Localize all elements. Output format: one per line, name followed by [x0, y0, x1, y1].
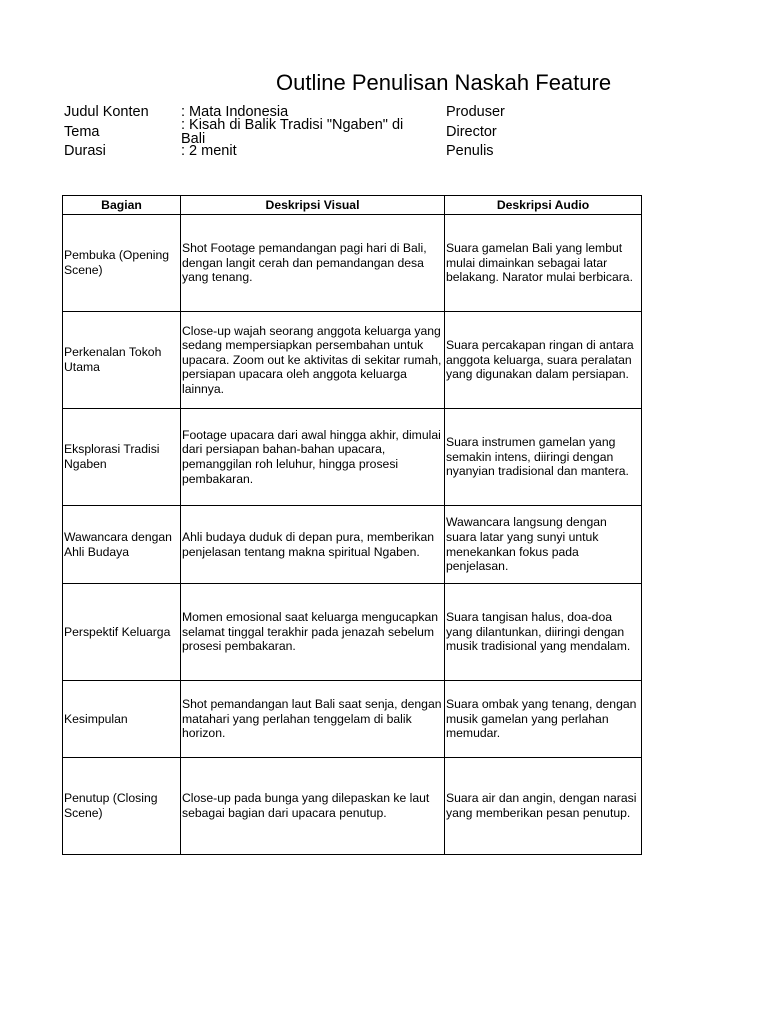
cell-visual: Footage upacara dari awal hingga akhir, dimulai dari persiapan bahan-bahan upacara, pemanggilan roh leluhur, hingga prosesi pembakaran. — [181, 409, 445, 506]
tema-label: Tema — [64, 124, 100, 140]
cell-bagian: Eksplorasi Tradisi Ngaben — [63, 409, 181, 506]
table-header-row — [63, 196, 642, 215]
cell-visual: Momen emosional saat keluarga mengucapkan selamat tinggal terakhir pada jenazah sebelum prosesi pembakaran. — [181, 584, 445, 681]
judul-konten-value: : Mata Indonesia — [181, 104, 289, 120]
cell-audio: Wawancara langsung dengan suara latar yang sunyi untuk menekankan fokus pada penjelasan. — [445, 506, 642, 584]
cell-bagian: Kesimpulan — [63, 681, 181, 758]
cell-audio: Suara gamelan Bali yang lembut mulai dimainkan sebagai latar belakang. Narator mulai berbicara. — [445, 215, 642, 312]
produser-label: Produser — [446, 104, 505, 120]
table-row — [63, 409, 642, 506]
tema-value: : Kisah di Balik Tradisi "Ngaben" di Bali — [181, 117, 404, 147]
cell-audio: Suara air dan angin, dengan narasi yang memberikan pesan penutup. — [445, 758, 642, 855]
durasi-value: : 2 menit — [181, 143, 237, 159]
cell-bagian: Perkenalan Tokoh Utama — [63, 312, 181, 409]
cell-audio: Suara percakapan ringan di antara anggota keluarga, suara peralatan yang digunakan dalam persiapan. — [445, 312, 642, 409]
table-row — [63, 758, 642, 855]
cell-bagian: Perspektif Keluarga — [63, 584, 181, 681]
table-row — [63, 215, 642, 312]
header-deskripsi-audio: Deskripsi Audio — [445, 196, 642, 215]
cell-visual: Close-up pada bunga yang dilepaskan ke laut sebagai bagian dari upacara penutup. — [181, 758, 445, 855]
cell-visual: Close-up wajah seorang anggota keluarga yang sedang mempersiapkan persembahan untuk upacara. Zoom out ke aktivitas di sekitar rumah, persiapan upacara oleh anggota keluarga lainnya. — [181, 312, 445, 409]
table-row — [63, 584, 642, 681]
judul-konten-label: Judul Konten — [64, 104, 149, 120]
outline-table — [62, 195, 642, 855]
cell-bagian: Penutup (Closing Scene) — [63, 758, 181, 855]
cell-visual: Shot Footage pemandangan pagi hari di Bali, dengan langit cerah dan pemandangan desa yang tenang. — [181, 215, 445, 312]
cell-audio: Suara ombak yang tenang, dengan musik gamelan yang perlahan memudar. — [445, 681, 642, 758]
cell-bagian: Wawancara dengan Ahli Budaya — [63, 506, 181, 584]
cell-visual: Ahli budaya duduk di depan pura, memberikan penjelasan tentang makna spiritual Ngaben. — [181, 506, 445, 584]
cell-bagian: Pembuka (Opening Scene) — [63, 215, 181, 312]
header-bagian: Bagian — [63, 196, 181, 215]
durasi-label: Durasi — [64, 143, 106, 159]
table-row — [63, 506, 642, 584]
table-row — [63, 312, 642, 409]
header-deskripsi-visual: Deskripsi Visual — [181, 196, 445, 215]
cell-visual: Shot pemandangan laut Bali saat senja, dengan matahari yang perlahan tenggelam di balik horizon. — [181, 681, 445, 758]
cell-audio: Suara tangisan halus, doa-doa yang dilantunkan, diiringi dengan musik tradisional yang mendalam. — [445, 584, 642, 681]
penulis-label: Penulis — [446, 143, 494, 159]
cell-audio: Suara instrumen gamelan yang semakin intens, diiringi dengan nyanyian tradisional dan mantera. — [445, 409, 642, 506]
document-title: Outline Penulisan Naskah Feature — [276, 70, 612, 95]
table-row — [63, 681, 642, 758]
director-label: Director — [446, 124, 497, 140]
